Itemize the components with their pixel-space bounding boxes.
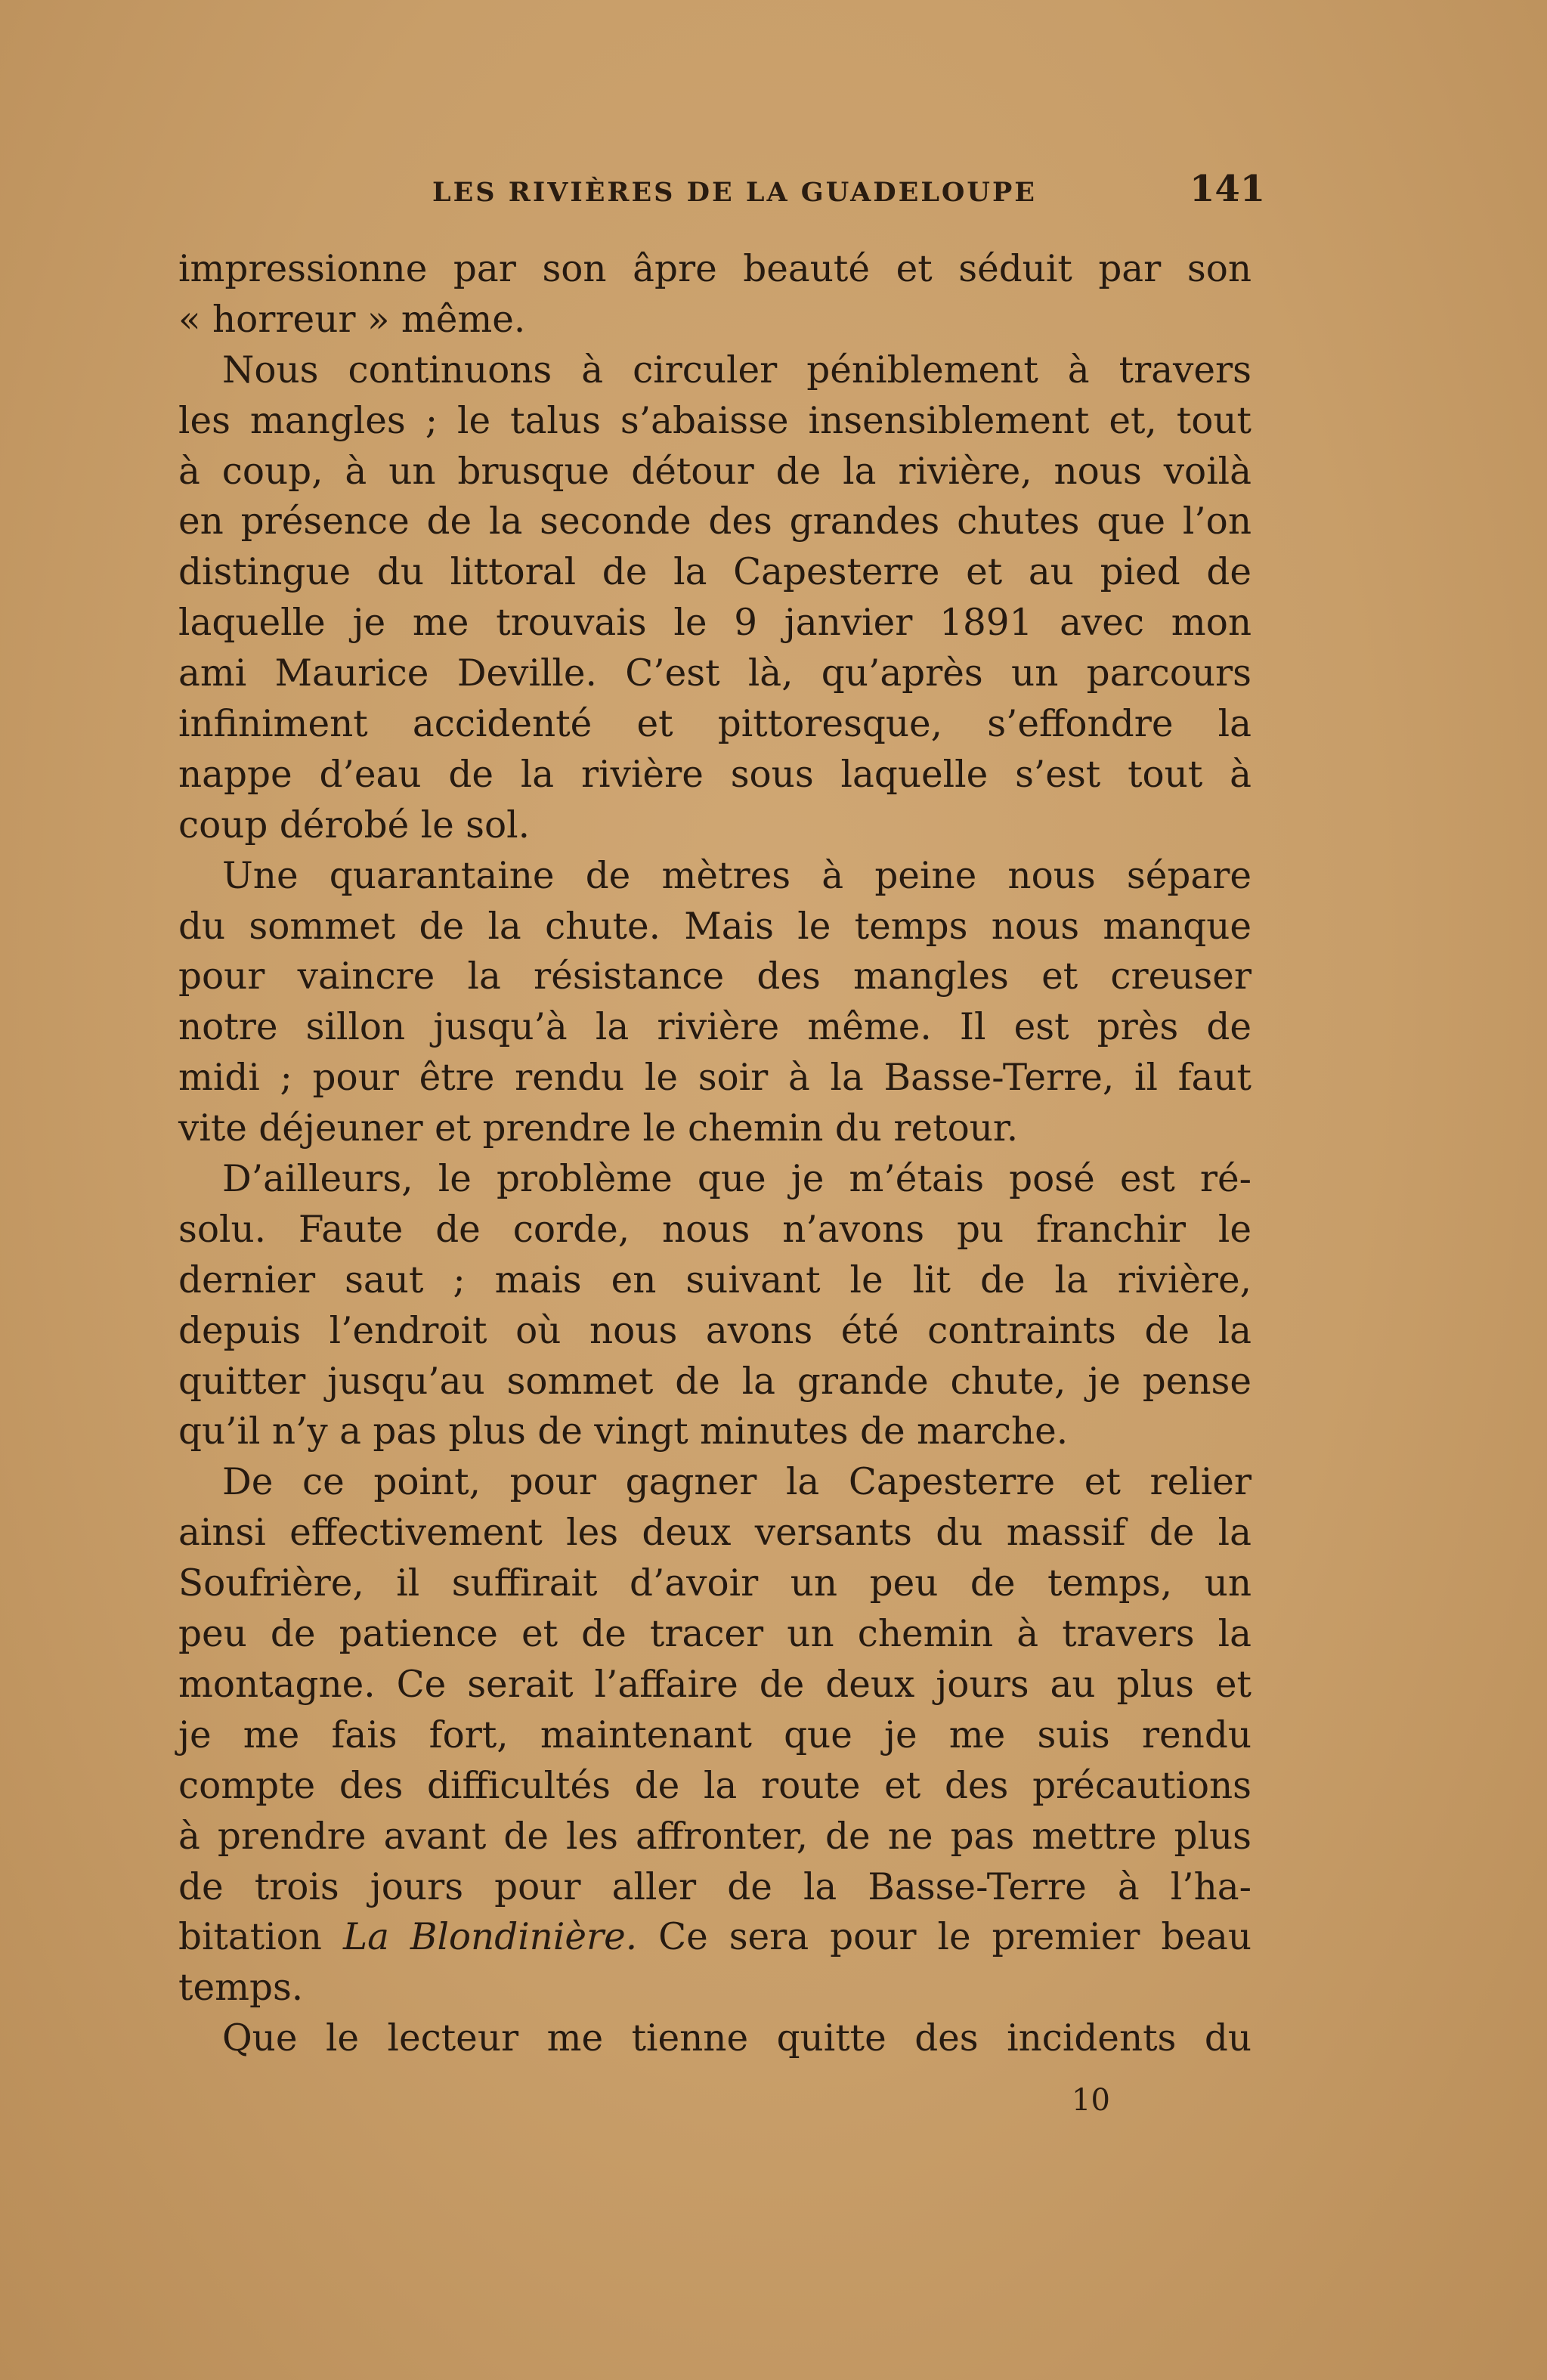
text-line: les mangles ; le talus s’abaisse insensiblement et, tout — [178, 399, 1252, 442]
text-line-mixed — [178, 1912, 1252, 1963]
signature-mark: 10 — [1072, 2083, 1110, 2118]
text-line: impressionne par son âpre beauté et séduit par son — [178, 248, 1252, 290]
text-line: ami Maurice Deville. C’est là, qu’après un parcours — [178, 652, 1252, 695]
text-line: en présence de la seconde des grandes chutes que l’on — [178, 500, 1252, 543]
text-line: montagne. Ce serait l’affaire de deux jours au plus et — [178, 1663, 1252, 1706]
text-line: Nous continuons à circuler péniblement à travers — [222, 348, 1252, 392]
text-line: nappe d’eau de la rivière sous laquelle s’est tout à — [178, 753, 1252, 796]
text-line: Une quarantaine de mètres à peine nous sépare — [222, 854, 1252, 897]
italic-place-name: La Blondinière. — [342, 1916, 638, 1959]
text-line: Que le lecteur me tienne quitte des incidents du — [222, 2017, 1252, 2060]
page-header — [0, 168, 1547, 213]
text-line: de trois jours pour aller de la Basse-Terre à l’ha- — [178, 1865, 1252, 1908]
text-line: ainsi effectivement les deux versants du massif de la — [178, 1512, 1252, 1555]
text-line: notre sillon jusqu’à la rivière même. Il est près de — [178, 1006, 1252, 1049]
running-title: LES RIVIÈRES DE LA GUADELOUPE — [432, 177, 1037, 208]
text-line: coup dérobé le sol. — [178, 803, 530, 846]
text-line: De ce point, pour gagner la Capesterre et relier — [222, 1461, 1252, 1504]
text-line: laquelle je me trouvais le 9 janvier 1891 avec mon — [178, 602, 1252, 645]
text-line: infiniment accidenté et pittoresque, s’effondre la — [178, 703, 1252, 746]
text-line: vite déjeuner et prendre le chemin du retour. — [178, 1107, 1019, 1150]
body-text — [178, 244, 1252, 2064]
text-line: quitter jusqu’au sommet de la grande chute, je pense — [178, 1360, 1252, 1403]
text-line: dernier saut ; mais en suivant le lit de la rivière, — [178, 1258, 1252, 1301]
text-line: D’ailleurs, le problème que je m’étais posé est ré- — [222, 1158, 1252, 1201]
line-segment: bitation — [178, 1916, 322, 1959]
text-line: midi ; pour être rendu le soir à la Basse-Terre, il faut — [178, 1057, 1252, 1100]
text-line: à coup, à un brusque détour de la rivière, nous voilà — [178, 450, 1252, 493]
text-line: je me fais fort, maintenant que je me suis rendu — [178, 1713, 1252, 1756]
page-number: 141 — [1190, 168, 1266, 210]
text-line: pour vaincre la résistance des mangles et creuser — [178, 955, 1252, 998]
text-line: solu. Faute de corde, nous n’avons pu franchir le — [178, 1208, 1252, 1251]
text-line: compte des difficultés de la route et des précautions — [178, 1764, 1252, 1807]
text-line: temps. — [178, 1967, 304, 2010]
text-line: à prendre avant de les affronter, de ne pas mettre plus — [178, 1815, 1252, 1858]
text-line: peu de patience et de tracer un chemin à travers la — [178, 1613, 1252, 1656]
text-line: Soufrière, il suffirait d’avoir un peu de temps, un — [178, 1562, 1252, 1605]
text-line: du sommet de la chute. Mais le temps nous manque — [178, 905, 1252, 948]
text-line: qu’il n’y a pas plus de vingt minutes de marche. — [178, 1410, 1069, 1453]
text-line: depuis l’endroit où nous avons été contraints de la — [178, 1309, 1252, 1352]
text-line: « horreur » même. — [178, 298, 526, 341]
text-line: distingue du littoral de la Capesterre et au pied de — [178, 551, 1252, 594]
line-segment: Ce sera pour le premier beau — [658, 1916, 1252, 1959]
